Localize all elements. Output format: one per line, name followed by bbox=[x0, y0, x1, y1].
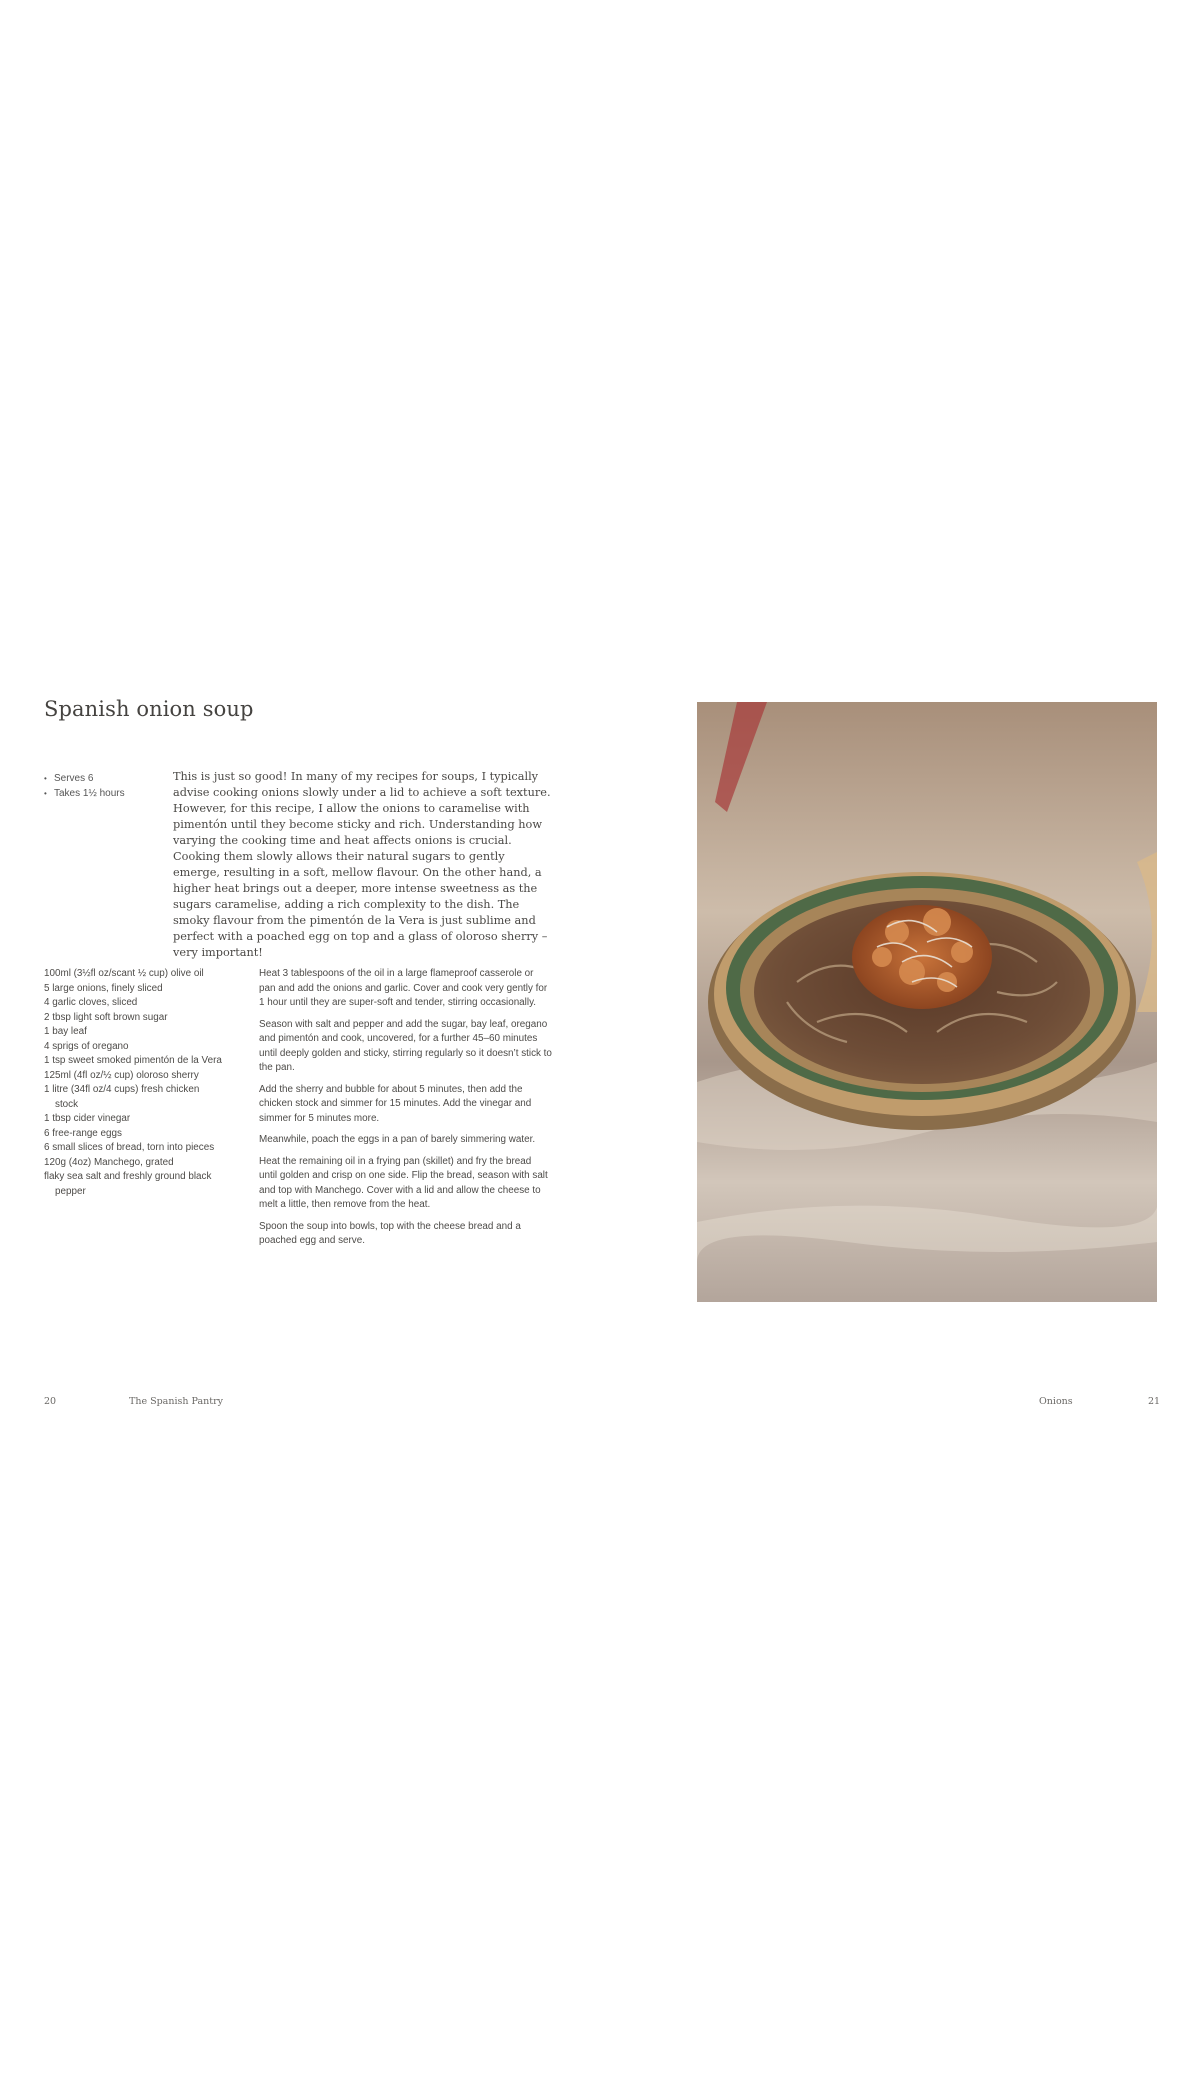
ingredient-item: 1 litre (34fl oz/4 cups) fresh chicken stock bbox=[44, 1084, 200, 1110]
method-steps bbox=[259, 967, 552, 1256]
ingredient-item: 1 tbsp cider vinegar bbox=[44, 1113, 131, 1124]
ingredient-item: 100ml (3½fl oz/scant ½ cup) olive oil bbox=[44, 968, 204, 979]
left-page-number: 20 bbox=[44, 1396, 57, 1407]
ingredient-item: 1 tsp sweet smoked pimentón de la Vera bbox=[44, 1055, 222, 1066]
recipe-meta-list bbox=[44, 771, 164, 801]
soup-bowl-illustration bbox=[697, 702, 1157, 1302]
ingredient-item: 5 large onions, finely sliced bbox=[44, 982, 163, 994]
method-step: Heat the remaining oil in a frying pan (skillet) and fry the bread until golden and crisp on one side. Flip the bread, season with salt and top with Manchego. Cover with a lid and allow the cheese to melt a little, then remove from the heat. bbox=[259, 1155, 548, 1210]
time-info: • Takes 1½ hours bbox=[44, 786, 164, 801]
method-step: Spoon the soup into bowls, top with the cheese bread and a poached egg and serve. bbox=[259, 1220, 521, 1246]
serves-info: • Serves 6 bbox=[44, 771, 164, 786]
method-step: Meanwhile, poach the eggs in a pan of barely simmering water. bbox=[259, 1134, 536, 1145]
ingredient-item: 2 tbsp light soft brown sugar bbox=[44, 1011, 168, 1023]
ingredients-list bbox=[44, 967, 224, 1199]
method-step: Heat 3 tablespoons of the oil in a large flameproof casserole or pan and add the onions and garlic. Cover and cook very gently for 1 hour until they are super-soft and tender, stirring occasionally. bbox=[259, 968, 548, 1008]
ingredient-item: flaky sea salt and freshly ground black pepper bbox=[44, 1171, 212, 1197]
soup-photo bbox=[697, 702, 1157, 1302]
method-step: Add the sherry and bubble for about 5 minutes, then add the chicken stock and simmer for 15 minutes. Add the vinegar and simmer for 5 minutes more. bbox=[259, 1083, 532, 1124]
recipe-introduction: This is just so good! In many of my recipes for soups, I typically advise cooking onions slowly under a lid to achieve a soft texture. However, for this recipe, I allow the onions to caramelise with pimentón until they become sticky and rich. Understanding how varying the cooking time and heat affects onions is crucial. Cooking them slowly allows their natural sugars to gently emerge, resulting in a soft, mellow flavour. On the other hand, a higher heat brings out a deeper, more intense sweetness as the sugars caramelise, adding a rich complexity to the dish. The smoky flavour from the pimentón de la Vera is just sublime and perfect with a poached egg on top and a glass of oloroso sherry – very important! bbox=[173, 770, 551, 959]
ingredient-item: 6 free-range eggs bbox=[44, 1127, 122, 1139]
method-step: Season with salt and pepper and add the sugar, bay leaf, oregano and pimentón and cook, uncovered, for a further 45–60 minutes until deeply golden and sticky, stirring regularly so it doesn’t stick to the pan. bbox=[259, 1018, 552, 1073]
ingredient-item: 125ml (4fl oz/½ cup) oloroso sherry bbox=[44, 1069, 199, 1081]
left-running-title: The Spanish Pantry bbox=[129, 1396, 223, 1407]
ingredient-item: 4 sprigs of oregano bbox=[44, 1040, 129, 1052]
right-running-title: Onions bbox=[1039, 1396, 1073, 1407]
ingredient-item: 1 bay leaf bbox=[44, 1026, 87, 1037]
right-page-number: 21 bbox=[1148, 1396, 1161, 1407]
ingredient-item: 6 small slices of bread, torn into pieces bbox=[44, 1142, 215, 1153]
ingredient-item: 120g (4oz) Manchego, grated bbox=[44, 1156, 174, 1168]
recipe-title: Spanish onion soup bbox=[44, 697, 254, 721]
ingredient-item: 4 garlic cloves, sliced bbox=[44, 997, 138, 1008]
